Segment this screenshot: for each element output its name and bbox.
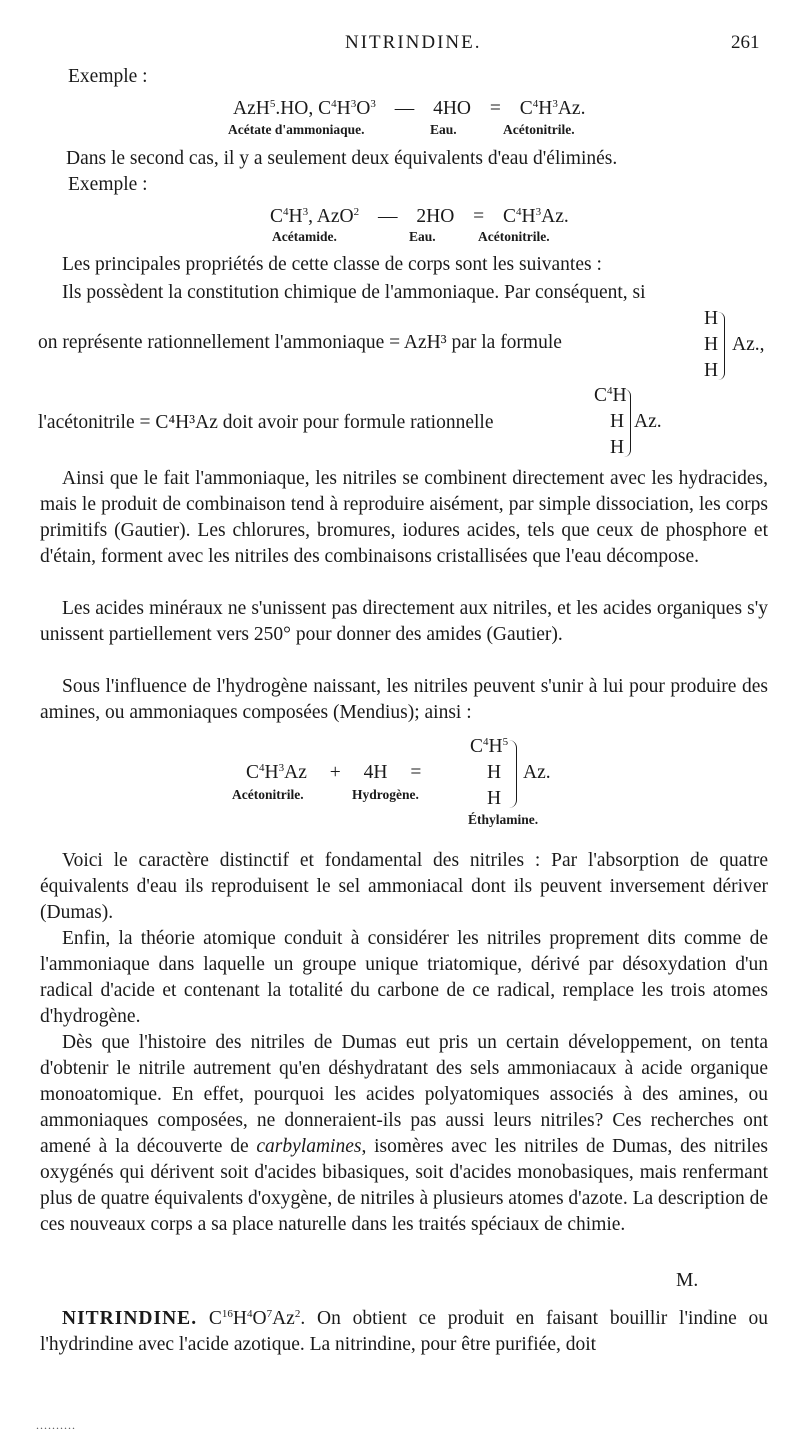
paragraph-text: Ainsi que le fait l'ammoniaque, les nitriles se combinent directement avec les hydracides, mais le produit de combinaison tend à reproduire aisément, par simple dissociation, les corps primitifs (Gautier). Les chlorures, bromures, iodures acides, tels que ceux de phosphore et d'étain, forment avec les nitriles des combinaisons cristallisées que l'eau décompose. (40, 468, 768, 567)
equation-acetate (233, 96, 585, 122)
equation-lhs: $C^4H^3Az$ (246, 762, 307, 783)
formula-row: H (610, 411, 625, 432)
text-line: Les principales propriétés de cette classe de corps sont les suivantes : (62, 254, 602, 275)
formula-row: H (487, 788, 502, 809)
equation-lhs: AzH$^5$.HO, $C^4H^3O^3$ (233, 98, 376, 119)
running-title: NITRINDINE. (345, 32, 482, 53)
equation-minus: — (394, 98, 415, 119)
paragraph-text: Voici le caractère distinctif et fondamental des nitriles : Par l'absorption de quatre équivalents d'eau ils reproduisent le sel ammoniacal dont ils peuvent inversement dériver (Dumas). (40, 850, 768, 923)
paragraph (40, 466, 768, 570)
caption-acetonitrile: Acétonitrile. (232, 787, 304, 802)
page-number: 261 (731, 32, 760, 53)
equation-equals: = (473, 206, 485, 227)
brace (718, 312, 725, 380)
caption-acetonitrile: Acétonitrile. (503, 122, 575, 137)
equation-minus: — (377, 206, 398, 227)
equation-rhs: $C^4H^3Az$. (503, 206, 569, 227)
paragraph (40, 926, 768, 1030)
formula-row: H (487, 762, 502, 783)
caption-water: Eau. (409, 229, 436, 244)
formula-row: $C^4H$ (594, 385, 627, 406)
equation-plus: + (329, 762, 341, 783)
paragraph-text: Les acides minéraux ne s'unissent pas directement aux nitriles, et les acides organiques s'y unissent partiellement vers 250° pour donner des amides (Gautier). (40, 598, 768, 645)
caption-acetonitrile: Acétonitrile. (478, 229, 550, 244)
paragraph-text-part: , isomères avec les nitriles de Dumas, des nitriles oxygénés qui dérivent soit d'acides bibasiques, soit d'acides monobasiques, mais renfermant plus de quatre équivalents d'oxygène, de nitriles à plusieurs atomes d'azote. La description de ces nouveaux corps a sa place naturelle dans les traités spéciaux de chimie. (40, 1136, 768, 1235)
formula-row: H (610, 437, 625, 458)
formula-suffix: Az. (634, 411, 662, 432)
formula-suffix: Az. (523, 762, 551, 783)
caption-acetamide: Acétamide. (272, 229, 337, 244)
entry-nitrindine (40, 1306, 768, 1358)
caption-acetate: Acétate d'ammoniaque. (228, 122, 365, 137)
equation-hydrogen: 4H (363, 762, 388, 783)
signature: M. (676, 1270, 699, 1291)
equation-rhs: $C^4H^3Az$. (519, 98, 586, 119)
text-line: Ils possèdent la constitution chimique de l'ammoniaque. Par conséquent, si (62, 282, 646, 303)
emphasis-carbylamines: carbylamines (256, 1136, 362, 1157)
paragraph-text (40, 1306, 768, 1358)
text-line: l'acétonitrile = C⁴H³Az doit avoir pour formule rationnelle (38, 412, 494, 433)
formula-suffix: Az., (732, 334, 765, 355)
running-header (0, 30, 800, 56)
paragraph (40, 596, 768, 648)
formula-row: H (704, 334, 719, 355)
brace (509, 740, 517, 808)
paragraph-text: Sous l'influence de l'hydrogène naissant, les nitriles peuvent s'unir à lui pour produire des amines, ou ammoniaques composées (Mendius); ainsi : (40, 676, 768, 723)
entry-text: On obtient ce produit en faisant bouillir l'indine ou l'hydrindine avec l'acide azotique. La nitrindine, pour être purifiée, doit (40, 1308, 769, 1355)
equation-equals: = (489, 98, 501, 119)
text-line: on représente rationnellement l'ammoniaque = AzH³ par la formule (38, 332, 562, 353)
caption-water: Eau. (430, 122, 457, 137)
formula-row: H (704, 308, 719, 329)
paragraph (40, 848, 768, 926)
entry-formula: $C^{16}H^4O^7Az^2$. (208, 1308, 306, 1329)
equation-lhs: $C^4H^3$, AzO$^2$ (270, 206, 360, 227)
entry-heading: NITRINDINE. (62, 1308, 198, 1329)
equation-water: 4HO (433, 98, 471, 119)
formula-row: $C^4H^5$ (470, 736, 509, 757)
example-label: Exemple : (68, 174, 148, 195)
brace (624, 389, 631, 457)
formula-row: H (704, 360, 719, 381)
caption-hydrogen: Hydrogène. (352, 787, 419, 802)
paragraph-text (40, 1030, 768, 1238)
text-line: Dans le second cas, il y a seulement deux équivalents d'eau d'éliminés. (66, 148, 618, 169)
equation-equals: = (410, 762, 422, 783)
paragraph (40, 674, 768, 726)
equation-ethylamine (246, 760, 439, 786)
paragraph-text-part: Dès que l'histoire des nitriles de Dumas eut pris un certain développement, on tenta d'obtenir le nitrile autrement qu'en déshydratant des sels ammoniacaux à acide organique monoatomique. En effet, pourquoi les acides polyatomiques associés à des amines, ou ammoniaques composées, ne donneraient-ils pas aussi leurs nitriles? Ces recherches ont amené à la découverte de (40, 1032, 768, 1157)
equation-water: 2HO (416, 206, 455, 227)
example-label: Exemple : (68, 66, 148, 87)
paragraph (40, 1030, 768, 1238)
equation-acetamide (270, 204, 569, 230)
caption-ethylamine: Éthylamine. (468, 812, 539, 827)
footer-dots: .......... (36, 1418, 76, 1432)
paragraph-text: Enfin, la théorie atomique conduit à considérer les nitriles proprement dits comme de l'ammoniaque dans laquelle un groupe unique triatomique, dérivé par désoxydation d'un radical d'acide et contenant la totalité du carbone de ce radical, remplace les trois atomes d'hydrogène. (40, 928, 768, 1027)
